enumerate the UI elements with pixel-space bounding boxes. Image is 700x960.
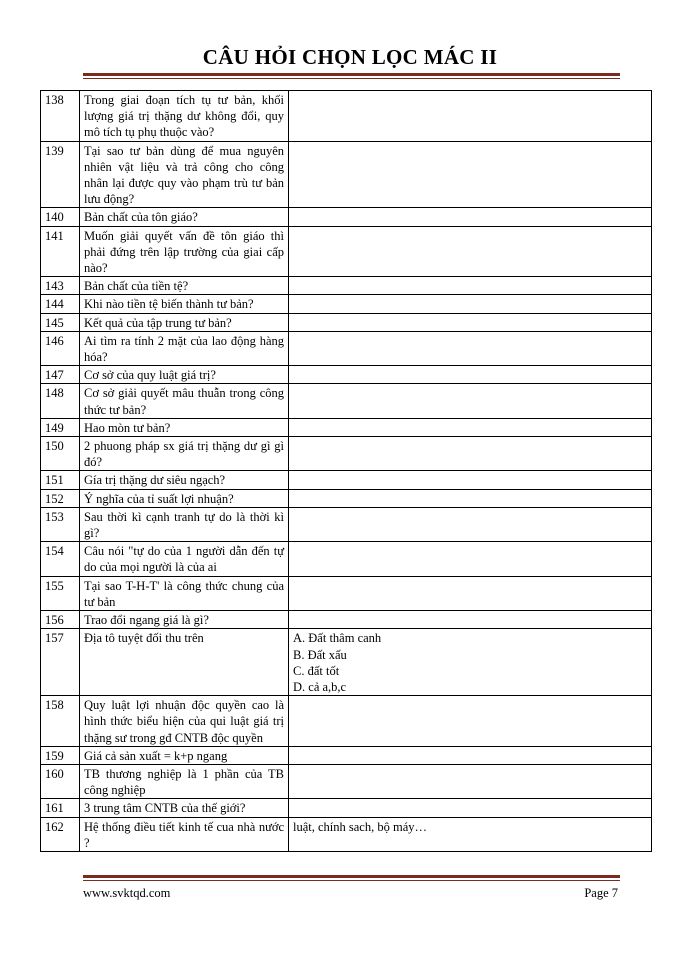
question-text: Gía trị thặng dư siêu ngạch?: [80, 471, 289, 489]
question-text: Giá cả sản xuất = k+p ngang: [80, 746, 289, 764]
table-row: [41, 817, 652, 851]
table-row: [41, 277, 652, 295]
question-number: 156: [41, 611, 80, 629]
question-number: 158: [41, 696, 80, 747]
answer-cell: [289, 366, 652, 384]
question-number: 152: [41, 489, 80, 507]
table-row: [41, 418, 652, 436]
answer-cell: [289, 764, 652, 798]
question-text: Địa tô tuyệt đối thu trên: [80, 629, 289, 696]
question-number: 157: [41, 629, 80, 696]
question-text: TB thương nghiệp là 1 phần của TB công nghiệp: [80, 764, 289, 798]
question-number: 153: [41, 507, 80, 541]
answer-cell: [289, 696, 652, 747]
answer-cell: [289, 489, 652, 507]
question-number: 161: [41, 799, 80, 817]
answer-cell: [289, 141, 652, 208]
question-text: Bản chất của tiền tệ?: [80, 277, 289, 295]
questions-table: [40, 90, 652, 852]
table-row: [41, 141, 652, 208]
table-row: [41, 611, 652, 629]
table-row: [41, 91, 652, 142]
question-number: 159: [41, 746, 80, 764]
question-number: 143: [41, 277, 80, 295]
question-text: Cơ sở của quy luật giá trị?: [80, 366, 289, 384]
answer-cell: [289, 576, 652, 610]
question-number: 147: [41, 366, 80, 384]
answer-cell: [289, 507, 652, 541]
answer-cell: [289, 384, 652, 418]
question-text: 3 trung tâm CNTB của thế giới?: [80, 799, 289, 817]
answer-cell: [289, 611, 652, 629]
question-number: 151: [41, 471, 80, 489]
question-text: Sau thời kì cạnh tranh tự do là thời kì gì?: [80, 507, 289, 541]
question-number: 138: [41, 91, 80, 142]
answer-cell: [289, 208, 652, 226]
table-row: [41, 471, 652, 489]
question-number: 145: [41, 313, 80, 331]
table-row: [41, 208, 652, 226]
question-number: 154: [41, 542, 80, 576]
footer-rule: [83, 875, 620, 878]
header-rule: [83, 73, 620, 76]
answer-cell: [289, 226, 652, 277]
table-row: [41, 437, 652, 471]
answer-option: B. Đất xấu: [293, 647, 347, 662]
table-row: [41, 507, 652, 541]
table-row: [41, 313, 652, 331]
answer-cell: [289, 817, 652, 851]
question-text: 2 phuong pháp sx giá trị thặng dư gì gì đó?: [80, 437, 289, 471]
question-text: Trao đổi ngang giá là gì?: [80, 611, 289, 629]
answer-cell: [289, 418, 652, 436]
answer-option: A. Đất thâm canh: [293, 631, 382, 646]
table-row: [41, 746, 652, 764]
question-number: 144: [41, 295, 80, 313]
question-number: 150: [41, 437, 80, 471]
table-row: [41, 764, 652, 798]
question-text: Câu nói "tự do của 1 người dẫn đến tự do của mọi người là của ai: [80, 542, 289, 576]
answer-cell: [289, 542, 652, 576]
answer-option: luật, chính sach, bộ máy…: [293, 819, 427, 834]
question-text: Trong giai đoạn tích tụ tư bản, khối lượng giá trị thặng dư không đổi, quy mô tích tụ phụ thuộc vào?: [80, 91, 289, 142]
table-row: [41, 295, 652, 313]
page-title: CÂU HỎI CHỌN LỌC MÁC II: [202, 45, 498, 69]
answer-cell: [289, 331, 652, 365]
question-text: Ý nghĩa của tỉ suất lợi nhuận?: [80, 489, 289, 507]
question-text: Tại sao T-H-T' là công thức chung của tư bản: [80, 576, 289, 610]
footer-rule-thin: [83, 880, 620, 881]
footer-url: www.svktqd.com: [83, 886, 171, 900]
question-number: 141: [41, 226, 80, 277]
question-number: 148: [41, 384, 80, 418]
question-text: Kết quả của tập trung tư bản?: [80, 313, 289, 331]
answer-cell: [289, 313, 652, 331]
answer-cell: [289, 629, 652, 696]
question-number: 160: [41, 764, 80, 798]
question-text: Tại sao tư bản dùng để mua nguyên nhiên vật liệu và trả công cho công nhân lại được quy vào phạm trù tư bản lưu động?: [80, 141, 289, 208]
answer-cell: [289, 746, 652, 764]
answer-option: C. đất tốt: [293, 663, 340, 678]
table-row: [41, 629, 652, 696]
question-number: 139: [41, 141, 80, 208]
answer-cell: [289, 91, 652, 142]
question-text: Muốn giải quyết vấn đề tôn giáo thì phải đứng trên lập trường của giai cấp nào?: [80, 226, 289, 277]
question-number: 155: [41, 576, 80, 610]
table-row: [41, 542, 652, 576]
question-number: 146: [41, 331, 80, 365]
question-text: Khi nào tiền tệ biến thành tư bản?: [80, 295, 289, 313]
answer-option: D. cả a,b,c: [293, 679, 347, 694]
question-text: Hao mòn tư bản?: [80, 418, 289, 436]
table-row: [41, 696, 652, 747]
answer-cell: [289, 437, 652, 471]
table-row: [41, 576, 652, 610]
question-text: Cơ sở giải quyết mâu thuẫn trong công thức tư bản?: [80, 384, 289, 418]
page-number: Page 7: [584, 886, 618, 900]
table-row: [41, 366, 652, 384]
question-number: 162: [41, 817, 80, 851]
table-row: [41, 331, 652, 365]
answer-cell: [289, 799, 652, 817]
table-row: [41, 489, 652, 507]
answer-cell: [289, 295, 652, 313]
question-number: 149: [41, 418, 80, 436]
table-row: [41, 799, 652, 817]
question-text: Bản chất của tôn giáo?: [80, 208, 289, 226]
table-row: [41, 384, 652, 418]
answer-cell: [289, 471, 652, 489]
question-text: Hệ thống điều tiết kinh tế cua nhà nước ?: [80, 817, 289, 851]
table-row: [41, 226, 652, 277]
header-rule-thin: [83, 78, 620, 79]
question-text: Ai tìm ra tính 2 mặt của lao động hàng hóa?: [80, 331, 289, 365]
question-text: Quy luật lợi nhuận độc quyền cao là hình thức biểu hiện của qui luật giá trị thặng sư trong gđ CNTB độc quyền: [80, 696, 289, 747]
question-number: 140: [41, 208, 80, 226]
answer-cell: [289, 277, 652, 295]
